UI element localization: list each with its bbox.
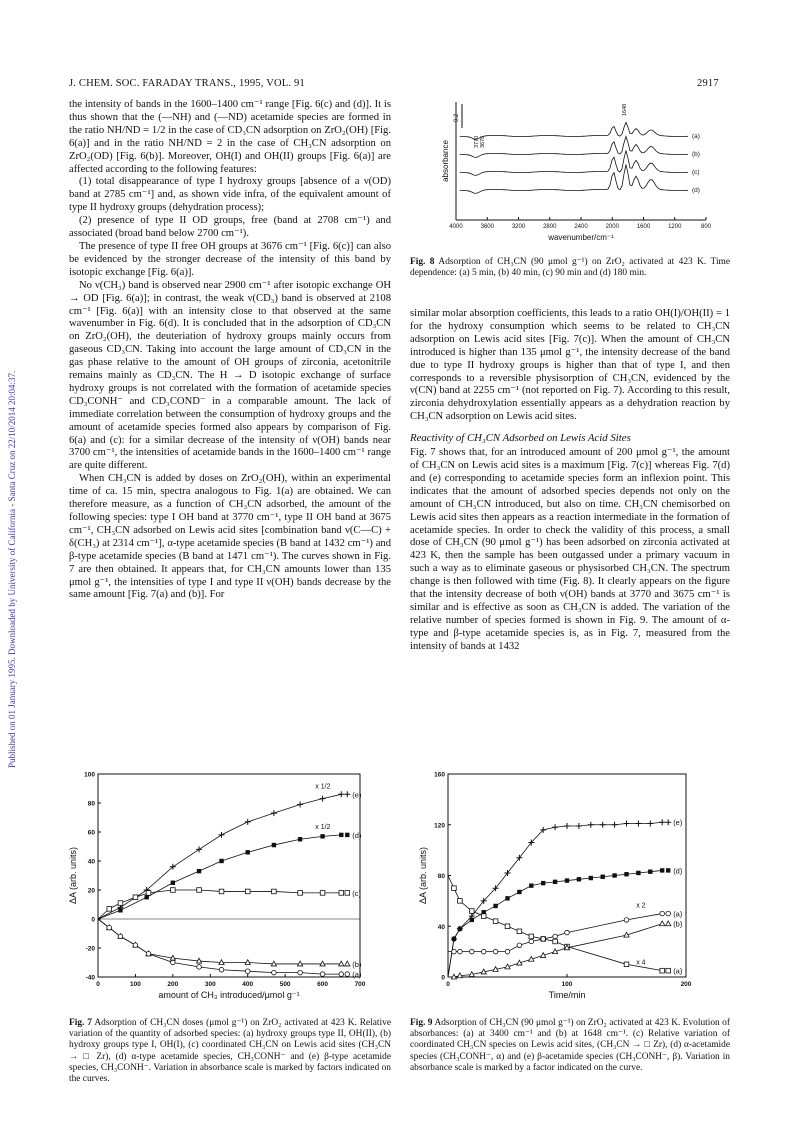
x-tick-label: 3600 (480, 224, 494, 230)
data-point (298, 970, 303, 975)
data-point (339, 833, 343, 837)
series-label: (e) (352, 790, 362, 800)
figure-7-caption-text: Adsorption of CH₃CN doses (μmol g⁻¹) on ZrO₂ activated at 423 K. Relative variation of the quantity of adsorbed species: (a) hydroxy groups type II, OH(II), (b) hydroxy groups type I, OH(I), (c) coordinated CH₃CN on Lewis acid sites (CH₃CN → □ Zr), (d) α-type acetamide species, CH₃CONH⁻ and (e) β-type acetamide species, CH₃CONH⁻. Variation in absorbance scale is marked by factors indicated on the curves. (69, 1018, 391, 1085)
series-label: (b) (352, 959, 362, 969)
data-point (320, 972, 325, 977)
data-point (245, 960, 250, 965)
series-line (98, 835, 341, 919)
paragraph: The presence of type II free OH groups at 3676 cm⁻¹ [Fig. 6(c)] can also be evidenced by the stronger decrease of the intensity of this band by isotopic exchange [Fig. 6(a)]. (69, 240, 391, 278)
data-point (589, 876, 593, 880)
data-point (505, 949, 510, 954)
data-point (493, 904, 497, 908)
data-point (452, 937, 456, 941)
data-point (541, 937, 546, 942)
paragraph: No ν(CH₃) band is observed near 2900 cm⁻¹ after isotopic exchange OH → OD [Fig. 6(a)]; in contrast, the weak ν(CD₃) band is observed at 2108 cm⁻¹ [Fig. 6(a)] with an intensity close to that observed at the same wavenumber in Fig. 6(d). It is concluded that in the adsorption of CD₃CN on ZrO₂(OH), the deuteriation of hydroxy groups mainly occurs from gaseous CD₃CN. Taking into account the large amount of CD₃CN in the gas phase relative to the amount of OH groups of zirconia, acetonitrile remains mainly as CD₃CN. The H → D isotopic exchange of surface hydroxy groups is not correlated with the formation of acetamide species CD₃CONH⁻ and CD₃COND⁻ in a comparable amount. The lack of immediate correlation between the consumption of hydroxy groups and the amount of acetamide species formed also appears by comparison of Fig. 6(a) and (c): for a similar decrease of the intensity of ν(OH) bands near 3700 cm⁻¹, the intensities of acetamide bands in the 1600–1400 cm⁻¹ range are quite different. (69, 279, 391, 472)
y-tick-label: 0 (91, 916, 95, 924)
data-point (660, 921, 665, 926)
data-point (647, 820, 653, 826)
data-point (171, 888, 176, 893)
data-point (118, 901, 123, 906)
download-notice-text: Published on 01 January 1995. Downloaded by University of California - Santa Cruz on 22/10/2014 20:04:37. (7, 370, 17, 768)
figure-9-chart (410, 768, 730, 1012)
data-point (577, 877, 581, 881)
series-line (448, 870, 662, 977)
data-point (197, 965, 202, 970)
data-point (470, 909, 475, 914)
data-point (118, 934, 123, 939)
data-point (564, 823, 570, 829)
x-axis-label: amount of CH₃ introduced/μmol g⁻¹ (158, 990, 300, 1000)
series-line (448, 876, 662, 971)
data-point (665, 819, 671, 825)
data-point (345, 833, 349, 837)
x-tick-label: 200 (680, 981, 692, 988)
x-axis-label: wavenumber/cm⁻¹ (548, 233, 614, 242)
data-point (529, 883, 533, 887)
y-tick-label: 80 (87, 800, 95, 808)
x-tick-label: 300 (204, 981, 216, 988)
data-point (320, 891, 325, 896)
curve-label: (d) (692, 187, 700, 194)
data-point (624, 918, 629, 923)
y-axis-label: ΔA (arb. units) (68, 846, 78, 905)
data-point (588, 822, 594, 828)
paragraph: (1) total disappearance of type I hydroxy groups [absence of a ν(OD) band at 2785 cm⁻¹] and, as shown vide infra, of the equivalent amount of type II hydroxy groups (dehydration process); (69, 176, 391, 214)
x-tick-label: 2400 (574, 224, 588, 230)
figure-9-caption-label: Fig. 9 (410, 1018, 433, 1028)
x-tick-label: 2800 (543, 224, 557, 230)
data-point (624, 820, 630, 826)
spectrum-curve (460, 122, 688, 139)
data-point (666, 921, 671, 926)
download-notice (5, 118, 17, 768)
series-label: (e) (673, 818, 683, 828)
series-line (98, 890, 341, 919)
data-point (624, 872, 628, 876)
data-point (648, 869, 652, 873)
y-tick-label: -40 (85, 974, 95, 982)
data-point (107, 907, 112, 912)
data-point (245, 889, 250, 894)
y-tick-label: 40 (87, 858, 95, 866)
series-line (98, 794, 341, 919)
x-tick-label: 500 (279, 981, 291, 988)
x-tick-label: 600 (317, 981, 329, 988)
series-line (98, 919, 341, 964)
series-label: (a) (673, 966, 683, 976)
y-tick-label: 0 (441, 974, 445, 982)
figure-8-caption-label: Fig. 8 (410, 257, 435, 267)
data-point (553, 934, 558, 939)
data-point (541, 881, 545, 885)
data-point (660, 968, 665, 973)
y-tick-label: 60 (87, 829, 95, 837)
paragraph: When CH₃CN is added by doses on ZrO₂(OH), within an experimental time of ca. 15 min, spectra analogous to Fig. 1(a) are obtained. We can therefore measure, as a function of CH₃CN adsorbed, the amount of the following species: type I OH band at 3770 cm⁻¹, type II OH band at 3675 cm⁻¹, CH₃CN adsorbed on Lewis acid sites [combination band ν(C—C) + δ(CH₃) at 2314 cm⁻¹], α-type acetamide species (B band at 1432 cm⁻¹) and β-type acetamide species (B band at 1471 cm⁻¹). The curves shown in Fig. 7 are then obtained. It appears that, for CH₃CN amounts lower than 135 μmol g⁻¹, the intensities of type I and type II ν(OH) bands decrease by the same amount [Fig. 7(a) and (b)]. For (69, 473, 391, 601)
data-point (517, 890, 521, 894)
peak-label: 3676 (480, 135, 486, 148)
right-column (410, 308, 730, 654)
data-point (612, 822, 618, 828)
paragraph: the intensity of bands in the 1600–1400 cm⁻¹ range [Fig. 6(c) and (d)]. It is thus shown that the (—NH) and (—ND) acetamide species are formed in the ratio NH/ND = 1/2 in the case of CD₃CN adsorption on ZrO₂(OH) [Fig. 6(a)] and in the ratio NH/ND = 2 in the case of CH₃CN adsorption on ZrO₂(OD) [Fig. 6(b)]. Moreover, OH(I) and OH(II) groups [Fig. 6(a)] are affected according to the following features: (69, 99, 391, 175)
data-point (339, 891, 344, 896)
data-point (219, 859, 223, 863)
paragraph: (2) presence of type II OD groups, free (band at 2708 cm⁻¹) and associated (broad band below 2700 cm⁻¹). (69, 215, 391, 240)
series-label: (a) (673, 909, 683, 919)
data-point (133, 943, 138, 948)
data-point (565, 930, 570, 935)
data-point (470, 918, 474, 922)
data-point (298, 837, 302, 841)
y-axis-label: ΔA (arb. units) (418, 846, 428, 905)
figure-9-caption-text: Adsorption of CH₃CN (90 μmol g⁻¹) on ZrO₂ activated at 423 K. Evolution of absorbances: (a) at 3400 cm⁻¹ and (b) at 1648 cm⁻¹. (c) Relative variation of coordinated CH₃CN species on Lewis acid sites, (CH₃CN → □ Zr), (d) α-acetamide species (CH₃CONH⁻, α) and (e) β-acetamide species (CH₃CONH⁻, β). Variation in absorbance scale is marked by a factor indicated on the curve. (410, 1018, 730, 1073)
data-point (345, 972, 350, 977)
data-point (171, 881, 175, 885)
data-point (246, 850, 250, 854)
x-tick-label: 800 (700, 224, 712, 230)
peak-label: 3770 (474, 135, 480, 148)
data-point (636, 871, 640, 875)
data-point (171, 960, 176, 965)
data-point (493, 919, 498, 924)
series-label: (c) (352, 888, 362, 898)
data-point (344, 791, 350, 797)
data-point (565, 878, 569, 882)
data-point (481, 949, 486, 954)
x-tick-label: 2000 (605, 224, 619, 230)
running-header: J. CHEM. SOC. FARADAY TRANS., 1995, VOL. 91 (69, 78, 305, 89)
x-tick-label: 700 (354, 981, 366, 988)
data-point (146, 891, 151, 896)
figure-9-caption (410, 1018, 730, 1074)
data-point (666, 911, 671, 916)
data-point (493, 949, 498, 954)
data-point (601, 875, 605, 879)
data-point (345, 891, 350, 896)
data-point (272, 970, 277, 975)
data-point (320, 796, 326, 802)
y-tick-label: -20 (85, 945, 95, 953)
data-point (517, 929, 522, 934)
curve-label: (a) (692, 133, 700, 140)
x-tick-label: 3200 (511, 224, 526, 230)
figure-7-caption (69, 1018, 391, 1085)
x-tick-label: 4000 (449, 224, 463, 230)
data-point (197, 869, 201, 873)
x-tick-label: 400 (242, 981, 254, 988)
data-point (146, 952, 151, 957)
scale-factor-label: x 4 (636, 959, 646, 967)
data-point (505, 924, 510, 929)
data-point (635, 820, 641, 826)
page-number: 2917 (697, 78, 719, 89)
data-point (481, 914, 486, 919)
figure-7-chart (70, 768, 400, 1012)
data-point (458, 927, 462, 931)
data-point (272, 843, 276, 847)
data-point (458, 949, 463, 954)
data-point (196, 846, 202, 852)
y-tick-label: 160 (434, 771, 445, 779)
data-point (245, 819, 251, 825)
data-point (659, 819, 665, 825)
data-point (517, 943, 522, 948)
data-point (133, 895, 138, 900)
x-tick-label: 100 (561, 981, 573, 988)
x-tick-label: 1200 (668, 224, 682, 230)
data-point (452, 886, 457, 891)
y-tick-label: 100 (84, 771, 95, 779)
x-tick-label: 0 (96, 981, 100, 988)
data-point (600, 822, 606, 828)
y-tick-label: 80 (437, 873, 445, 880)
data-point (452, 949, 457, 954)
x-tick-label: 1600 (636, 224, 651, 230)
data-point (297, 801, 303, 807)
section-heading: Reactivity of CH₃CN Adsorbed on Lewis Acid Sites (410, 432, 631, 445)
data-point (197, 888, 202, 893)
data-point (245, 969, 250, 974)
curve-label: (c) (692, 169, 700, 176)
data-point (624, 962, 629, 967)
figure-7-caption-label: Fig. 7 (69, 1018, 92, 1028)
left-column (69, 99, 391, 602)
curve-label: (b) (692, 151, 700, 158)
series-label: (b) (673, 919, 683, 929)
series-label: (a) (352, 970, 362, 980)
figure-8-caption-text: Adsorption of CH₃CN (90 μmol g⁻¹) on ZrO₂ activated at 423 K. Time dependence: (a) 5 min, (b) 40 min, (c) 90 min and (d) 180 min. (410, 257, 730, 279)
figure-8-caption (410, 257, 730, 279)
spectrum-curve (460, 165, 688, 194)
data-point (118, 908, 122, 912)
data-point (298, 891, 303, 896)
figure-8-spectra (420, 88, 730, 248)
data-point (552, 824, 558, 830)
data-point (345, 961, 350, 966)
data-point (458, 899, 463, 904)
series-line (448, 914, 662, 952)
y-tick-label: 20 (87, 887, 95, 895)
data-point (666, 868, 670, 872)
data-point (271, 810, 277, 816)
data-point (219, 967, 224, 972)
x-axis-label: Time/min (548, 990, 586, 1000)
spectrum-curve (460, 136, 688, 157)
data-point (338, 791, 344, 797)
data-point (470, 949, 475, 954)
paragraph: Fig. 7 shows that, for an introduced amount of 200 μmol g⁻¹, the amount of CH₃CN on Lewis acid sites is a maximum [Fig. 7(c)] whereas Fig. 7(d) and (e) corresponding to acetamide species form an inflexion point. This indicates that the amount of adsorbed species depends not only on the amount of CH₃CN introduced, but also on time. CH₃CN chemisorbed on Lewis acid sites then appears as a reaction intermediate in the formation of acetamide species. In order to check the validity of this process, a small dose of CH₃CN (90 μmol g⁻¹) has been adsorbed on zirconia activated at 423 K, then the sample has been outgassed under a primary vacuum in such a way as to eliminate gaseous or physisorbed CH₃CN. The spectrum change is then followed with time (Fig. 8). It clearly appears on the figure that the intensity decrease of both ν(OH) bands at 3770 and 3675 cm⁻¹ is similar and is effective as soon as CH₃CN is added. The variation of the relative number of species formed is shown in Fig. 9. The amount of α-type and β-type acetamide species is, as in Fig. 7, measured from the intensity of bands at 1432 (410, 447, 730, 652)
series-label: (d) (352, 830, 362, 840)
x-tick-label: 100 (129, 981, 141, 988)
paragraph: similar molar absorption coefficients, this leads to a ratio OH(I)/OH(II) = 1 for the hydroxy consumption which seems to be related to CH₃CN adsorption on Lewis acid sites [Fig. 7(c)]. When the amount of CH₃CN introduced is higher than 135 μmol g⁻¹, the intensity decrease of the band due to type II hydroxy groups is higher than that of type I, and then corresponds to a reversible physisorption of CH₃CN, evidenced by the ν(CN) band at 2255 cm⁻¹ (not reported on Fig. 7). According to this result, zirconia dehydroxylation essentially appears as a dehydration reaction by CH₃CN adsorption on Lewis acid sites. (410, 308, 730, 423)
scale-factor-label: x 2 (636, 902, 646, 910)
x-tick-label: 0 (446, 981, 450, 988)
data-point (505, 896, 509, 900)
peak-label: 1648 (622, 103, 628, 116)
scale-bar-label: 0.2 (454, 113, 460, 122)
data-point (107, 925, 112, 930)
data-point (144, 895, 148, 899)
data-point (660, 911, 665, 916)
data-point (339, 972, 344, 977)
data-point (576, 823, 582, 829)
scale-factor-label: x 1/2 (315, 783, 331, 791)
data-point (219, 832, 225, 838)
y-axis-label: absorbance (441, 140, 450, 182)
y-tick-label: 40 (437, 923, 445, 931)
data-point (529, 939, 534, 944)
data-point (612, 873, 616, 877)
y-tick-label: 120 (434, 822, 445, 830)
data-point (553, 880, 557, 884)
data-point (666, 968, 671, 973)
data-point (553, 939, 558, 944)
data-point (219, 889, 224, 894)
series-label: (d) (673, 866, 683, 876)
data-point (529, 934, 534, 939)
data-point (320, 834, 324, 838)
data-point (272, 889, 277, 894)
x-tick-label: 200 (167, 981, 179, 988)
scale-factor-label: x 1/2 (315, 823, 331, 831)
data-point (660, 868, 664, 872)
